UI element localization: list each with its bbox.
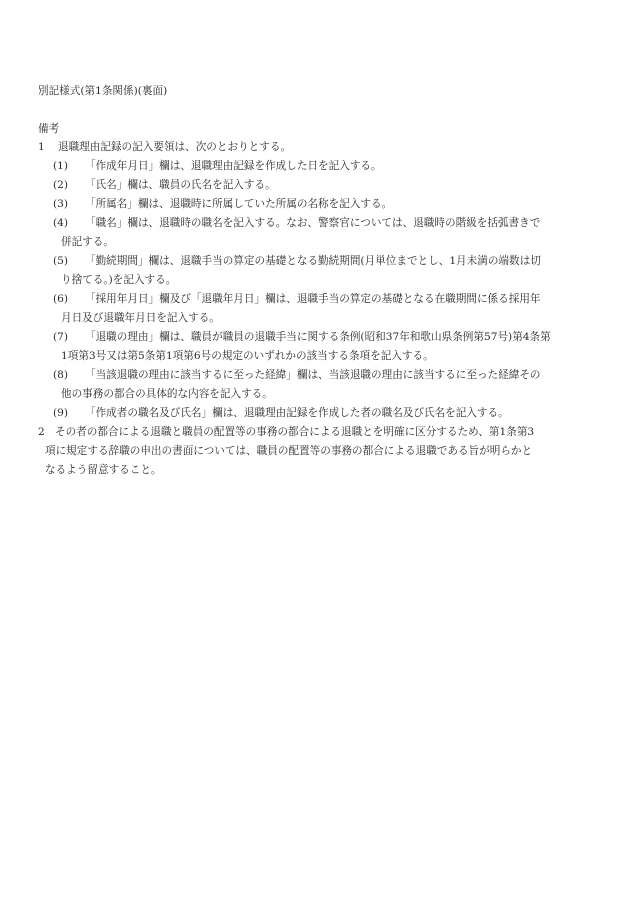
subitem-text: 「所属名」欄は、退職時に所属していた所属の名称を記入する。 (85, 198, 393, 210)
remarks-heading: 備考 (38, 123, 60, 135)
subitem-1 (0, 157, 630, 176)
subitem-number: (3) (53, 198, 69, 210)
subitem-text: 「作成者の職名及び氏名」欄は、退職理由記録を作成した者の職名及び氏名を記入する。 (85, 407, 509, 419)
subitem-number: (4) (53, 217, 69, 229)
subitem-8-continuation (0, 385, 630, 404)
item-2-continuation (0, 461, 630, 480)
item-2 (0, 423, 630, 442)
subitem-number: (8) (53, 369, 69, 381)
subitem-7-continuation (0, 347, 630, 366)
form-title: 別記様式(第1条関係)(裏面) (38, 85, 168, 97)
subitem-number: (2) (53, 179, 69, 191)
item-1-text: 退職理由記録の記入要領は、次のとおりとする。 (58, 141, 292, 153)
subitem-5-continuation (0, 271, 630, 290)
subitem-number: (7) (53, 331, 69, 343)
subitem-text: 「作成年月日」欄は、退職理由記録を作成した日を記入する。 (85, 160, 382, 172)
subitem-number: (5) (53, 255, 69, 267)
subitem-text-continuation: 1項第3号又は第5条第1項第6号の規定のいずれかの該当する条項を記入する。 (61, 350, 434, 362)
item-1 (0, 138, 630, 157)
subitem-text-continuation: 併記する。 (61, 236, 114, 248)
subitem-4-continuation (0, 233, 630, 252)
subitem-number: (6) (53, 293, 69, 305)
item-2-continuation (0, 442, 630, 461)
subitem-6 (0, 290, 630, 309)
subitem-6-continuation (0, 309, 630, 328)
item-2-text: その者の都合による退職と職員の配置等の事務の都合による退職とを明確に区分するため、第1条第3 (55, 426, 535, 438)
subitem-2 (0, 176, 630, 195)
subitem-5 (0, 252, 630, 271)
item-2-number: 2 (38, 426, 45, 438)
subitem-text: 「退職の理由」欄は、職員が職員の退職手当に関する条例(昭和37年和歌山県条例第57号)第4条第 (85, 331, 551, 343)
subitem-7 (0, 328, 630, 347)
item-2-text-continuation: なるよう留意すること。 (45, 464, 162, 476)
subitem-text-continuation: 月日及び退職年月日を記入する。 (61, 312, 220, 324)
item-2-text-continuation: 項に規定する辞職の申出の書面については、職員の配置等の事務の都合による退職である旨が明らかと (45, 445, 533, 457)
subitem-text: 「採用年月日」欄及び「退職年月日」欄は、退職手当の算定の基礎となる在職期間に係る採用年 (85, 293, 541, 305)
subitem-9 (0, 404, 630, 423)
subitem-text: 「勤続期間」欄は、退職手当の算定の基礎となる勤続期間(月単位までとし、1月未満の端数は切 (85, 255, 541, 267)
subitem-number: (1) (53, 160, 69, 172)
subitem-text: 「当該退職の理由に該当するに至った経緯」欄は、当該退職の理由に該当するに至った経緯その (85, 369, 541, 381)
subitem-4 (0, 214, 630, 233)
remarks-body (0, 138, 630, 480)
subitem-8 (0, 366, 630, 385)
subitem-text-continuation: り捨てる。)を記入する。 (61, 274, 177, 286)
subitem-text: 「職名」欄は、退職時の職名を記入する。なお、警察官については、退職時の階級を括弧書きで (85, 217, 541, 229)
subitem-3 (0, 195, 630, 214)
subitem-text: 「氏名」欄は、職員の氏名を記入する。 (85, 179, 276, 191)
subitem-number: (9) (53, 407, 69, 419)
item-1-number: 1 (38, 141, 45, 153)
subitem-text-continuation: 他の事務の都合の具体的な内容を記入する。 (61, 388, 273, 400)
